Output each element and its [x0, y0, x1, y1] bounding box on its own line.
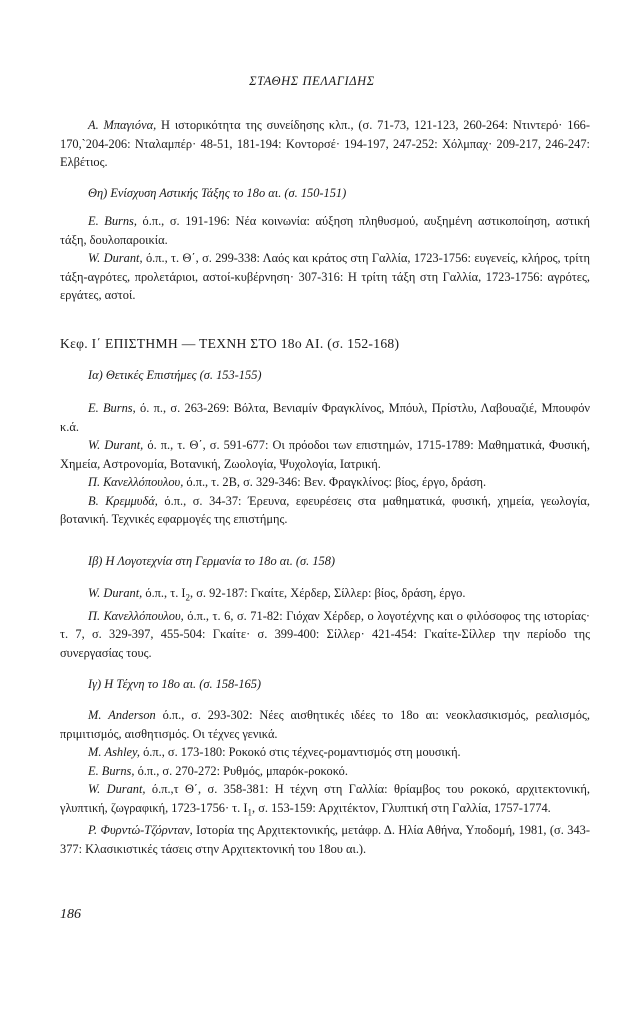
bibliography-entry [60, 473, 590, 492]
bibliography-entry [60, 706, 590, 743]
entry-text: ό. π., τ. Θ΄, σ. 591-677: Οι πρόοδοι των επιστημών, 1715-1789: Μαθηματικά, Φυσική, Χημεία, Αστρονομία, Βοτανική, Ζωολογία, Ψυχολογία, Ιατρική. [60, 438, 590, 471]
entry-author: W. Durant, [88, 586, 143, 600]
entry-text: ό.π., σ. 34-37: Έρευνα, εφευρέσεις στα μαθηματικά, φυσική, χημεία, γεωλογία, βοτανική. Τεχνικές εφαρμογές της επιστήμης. [60, 493, 590, 526]
section-heading: Ιβ) Η Λογοτεχνία στη Γερμανία το 18ο αι. (σ. 158) [88, 554, 336, 568]
volume-subscript: 1 [247, 806, 252, 817]
bibliography-entry [60, 249, 590, 305]
volume-subscript: 2 [185, 592, 191, 603]
section-heading: Ιγ) Η Τέχνη το 18ο αι. (σ. 158-165) [88, 677, 262, 691]
bibliography-entry [60, 607, 590, 663]
bibliography-entry [60, 584, 590, 607]
entry-text: ό.π., τ. Θ΄, σ. 299-338: Λαός και κράτος στη Γαλλία, 1723-1756: ευγενείς, κλήρος, τρίτη τάξη-αγρότες, προλετάριοι, αστοί-κυβέρνηση· 307-316: Η τρίτη τάξη στη Γαλλία, 1723-1756: αγρότες, εργάτες, αστοί. [60, 251, 590, 302]
bibliography-entry [60, 212, 590, 249]
entry-text: ό.π., σ. 173-180: Ροκοκό στις τέχνες-ρομαντισμός στη μουσική. [139, 745, 461, 759]
running-header: ΣΤΑΘΗΣ ΠΕΛΑΓΙΔΗΣ [249, 74, 375, 88]
page-number: 186 [60, 907, 81, 922]
entry-text: ό.π., τ. 2Β, σ. 329-346: Βεν. Φραγκλίνος: βίος, έργο, δράση. [183, 475, 487, 489]
section-heading: Ια) Θετικές Επιστήμες (σ. 153-155) [88, 368, 262, 382]
bibliography-entry [60, 821, 590, 858]
section-ig [60, 675, 590, 694]
entry-text: Ιστορία της Αρχιτεκτονικής, μετάφρ. Δ. Ηλία Αθήνα, Υποδομή, 1981, (σ. 343-377: Κλασικιστικές τάσεις στην Αρχιτεκτονική του 18ου αι.). [60, 823, 590, 856]
entry-text-post: , σ. 92-187: Γκαίτε, Χέρδερ, Σίλλερ: βίος, δράση, έργο. [190, 586, 466, 600]
entry-author: Α. Μπαγιόνα, [88, 118, 157, 132]
entry-text: ό.π., σ. 293-302: Νέες αισθητικές ιδέες το 18ο αι: νεοκλασικισμός, ρεαλισμός, πριμιτισμός, αισθητισμός. Οι τέχνες γενικά. [60, 708, 590, 741]
bibliography-entry [60, 762, 590, 781]
section-ia [60, 366, 590, 385]
entry-author: Β. Κρεμμυδά, [88, 493, 158, 508]
section-ia-entries [60, 399, 590, 529]
entry-text: Η ιστορικότητα της συνείδησης κλπ., (σ. 71-73, 121-123, 260-264: Ντιντερό· 166-170,`204-206: Νταλαμπέρ· 48-51, 181-194: Κοντορσέ· 194-197, 247-252: Χόλμπαχ· 209-217, 246-247: Ελβέτιος. [60, 118, 590, 169]
section-theta-entries [60, 212, 590, 305]
intro-paragraph [60, 116, 590, 172]
entry-author: Ε. Burns, [88, 401, 136, 415]
entry-author: Π. Κανελλόπουλου, [88, 475, 184, 489]
entry-author: Π. Κανελλόπουλου, [88, 608, 184, 623]
entry-author: W. Durant, [88, 251, 143, 265]
bibliography-entry [60, 436, 590, 473]
intro-block [60, 116, 590, 172]
entry-text: ό.π., τ. 6, σ. 71-82: Γιόχαν Χέρδερ, ο λογοτέχνης και ο φιλόσοφος της ιστορίας· τ. 7, σ. 329-397, 455-504: Γκαίτε· σ. 399-400: Σίλλερ· 421-454: Γκαίτε-Σίλλερ την περίοδο της συνεργασίας τους. [60, 608, 590, 660]
entry-text: ό. π., σ. 263-269: Βόλτα, Βενιαμίν Φραγκλίνος, Μπόυλ, Πρίστλυ, Λαβουαζιέ, Μπουφόν κ.ά. [60, 401, 591, 434]
bibliography-entry [60, 743, 590, 762]
bibliography-entry [60, 399, 590, 436]
entry-author: W. Durant, [88, 438, 144, 452]
section-ib-entries [60, 584, 590, 662]
entry-text: ό.π., σ. 270-272: Ρυθμός, μπαρόκ-ροκοκό. [134, 763, 348, 778]
entry-text: ό.π., σ. 191-196: Νέα κοινωνία: αύξηση πληθυσμού, αυξημένη αστικοποίηση, αστική τάξη, δουλοπαροικία. [60, 214, 590, 247]
entry-author: Ε. Burns, [88, 214, 137, 228]
section-heading: Θη) Ενίσχυση Αστικής Τάξης το 18ο αι. (σ. 150-151) [88, 186, 347, 200]
entry-author: W. Durant, [88, 782, 146, 796]
section-ig-entries [60, 706, 590, 858]
entry-author: Μ. Anderson [88, 708, 156, 722]
entry-text-post: , σ. 153-159: Αρχιτέκτον, Γλυπτική στη Γαλλία, 1757-1774. [252, 800, 551, 815]
section-theta [60, 184, 590, 203]
entry-text-pre: ό.π., τ. Ι [142, 586, 186, 600]
chapter-title [60, 335, 590, 354]
entry-author: Ε. Burns, [88, 763, 135, 778]
bibliography-entry [60, 780, 590, 821]
entry-author: Ρ. Φυρντώ-Τζόρνταν, [88, 823, 193, 838]
bibliography-entry [60, 492, 590, 529]
chapter-title-text: Κεφ. Ι΄ ΕΠΙΣΤΗΜΗ — ΤΕΧΝΗ ΣΤΟ 18ο ΑΙ. (σ. 152-168) [60, 336, 400, 351]
section-ib [60, 552, 590, 571]
entry-author: Μ. Ashley, [88, 745, 140, 759]
entry-text-pre: ό.π.,τ Θ΄, σ. 358-381: Η τέχνη στη Γαλλία: θρίαμβος του ροκοκό, αρχιτεκτονική, γλυπτική, ζωγραφική, 1723-1756· τ. Ι [60, 782, 590, 815]
